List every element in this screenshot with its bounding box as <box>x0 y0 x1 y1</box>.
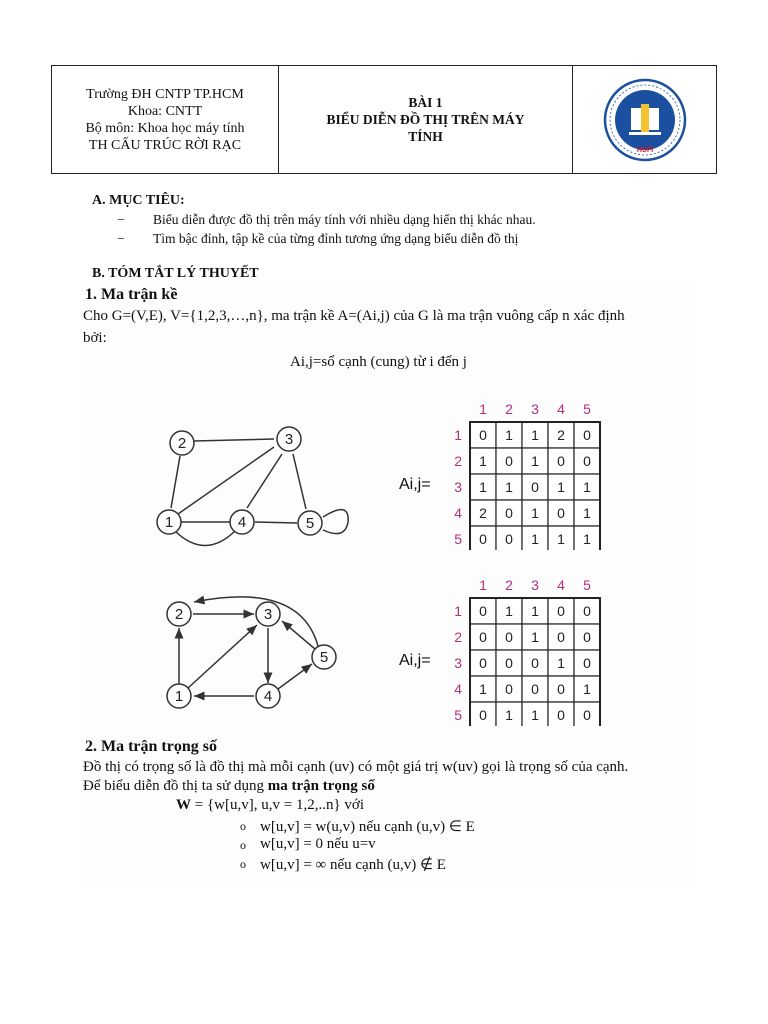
faculty-line: Khoa: CNTT <box>127 103 203 119</box>
matrix-value: 0 <box>479 707 487 723</box>
lesson-number: BÀI 1 <box>408 95 443 110</box>
matrix-value: 0 <box>557 603 565 619</box>
objective-text: Biểu diễn được đồ thị trên máy tính với nhiều dạng hiển thị khác nhau. <box>153 212 536 227</box>
matrix-value: 0 <box>479 603 487 619</box>
arc-4-5 <box>278 664 312 689</box>
matrix-value: 0 <box>479 655 487 671</box>
row-header: 1 <box>454 427 462 443</box>
weight-rule-text: w[u,v] = ∞ nếu cạnh (u,v) ∉ E <box>260 857 446 873</box>
matrix-value: 0 <box>583 629 591 645</box>
matrix-value: 1 <box>531 531 539 547</box>
vertex-label: 3 <box>284 431 294 448</box>
section-b-title: B. TÓM TẮT LÝ THUYẾT <box>92 266 259 281</box>
column-header: 3 <box>531 577 539 593</box>
section-a-title: A. MỤC TIÊU: <box>92 193 185 208</box>
matrix-value: 1 <box>583 531 591 547</box>
matrix-value: 1 <box>557 531 565 547</box>
directed-adjacency-matrix <box>440 574 620 726</box>
matrix-label-directed: Ai,j= <box>399 652 431 669</box>
header-institution <box>52 66 279 173</box>
edge-3-1 <box>178 447 274 514</box>
svg-text:HUFI: HUFI <box>636 146 653 154</box>
matrix-value: 1 <box>531 427 539 443</box>
loop-5 <box>323 510 348 534</box>
matrix-value: 0 <box>557 707 565 723</box>
row-header: 1 <box>454 603 462 619</box>
matrix-value: 1 <box>557 655 565 671</box>
matrix-value: 0 <box>505 629 513 645</box>
matrix-value: 1 <box>583 681 591 697</box>
header-logo-cell <box>573 66 716 173</box>
matrix-value: 0 <box>505 505 513 521</box>
column-header: 2 <box>505 401 513 417</box>
matrix-value: 0 <box>583 707 591 723</box>
weight-rule: o w[u,v] = w(u,v) nếu cạnh (u,v) ∈ E <box>240 819 475 835</box>
objective-item: − Biểu diễn được đồ thị trên máy tính với nhiều dạng hiển thị khác nhau. <box>117 212 536 227</box>
arc-5-3 <box>282 621 315 649</box>
vertex-label: 2 <box>177 435 187 452</box>
matrix-value: 1 <box>505 479 513 495</box>
matrix-value: 0 <box>531 479 539 495</box>
institution-line: Trường ĐH CNTP TP.HCM <box>86 86 244 102</box>
directed-graph <box>150 586 350 716</box>
adjacency-heading: 1. Ma trận kề <box>85 286 178 303</box>
column-header: 5 <box>583 577 591 593</box>
hufi-logo <box>603 78 687 162</box>
objective-text: Tìm bậc đỉnh, tập kề của từng đỉnh tương ứng dạng biểu diễn đồ thị <box>153 231 519 246</box>
matrix-value: 0 <box>557 453 565 469</box>
vertex-label: 5 <box>319 649 329 666</box>
row-header: 5 <box>454 531 462 547</box>
column-header: 1 <box>479 401 487 417</box>
adjacency-formula: Ai,j=số cạnh (cung) từ i đến j <box>290 354 467 370</box>
header-title <box>279 66 573 173</box>
matrix-value: 0 <box>557 629 565 645</box>
matrix-value: 0 <box>583 427 591 443</box>
department-line: Bộ môn: Khoa học máy tính <box>85 120 245 136</box>
undirected-adjacency-matrix <box>440 398 620 550</box>
column-header: 1 <box>479 577 487 593</box>
matrix-value: 0 <box>505 681 513 697</box>
weight-rule: o w[u,v] = ∞ nếu cạnh (u,v) ∉ E <box>240 857 446 873</box>
matrix-value: 0 <box>505 655 513 671</box>
edge-2-3 <box>194 439 274 441</box>
column-header: 3 <box>531 401 539 417</box>
weighted-heading: 2. Ma trận trọng số <box>85 738 217 755</box>
vertex-label: 2 <box>174 606 184 623</box>
vertex-label: 1 <box>164 514 174 531</box>
lesson-title: BIỂU DIỄN ĐỒ THỊ TRÊN MÁY TÍNH <box>326 112 525 144</box>
weight-rule: o w[u,v] = 0 nếu u=v <box>240 836 376 852</box>
weighted-definition: Đồ thị có trọng số là đồ thị mà mỗi cạnh (uv) có một giá trị w(uv) gọi là trọng số của cạnh. <box>83 759 629 775</box>
matrix-value: 1 <box>479 479 487 495</box>
matrix-value: 1 <box>583 505 591 521</box>
matrix-value: 0 <box>531 655 539 671</box>
matrix-value: 1 <box>505 427 513 443</box>
weighted-formula: W = {w[u,v], u,v = 1,2,..n} với <box>176 797 364 813</box>
weighted-usage: Để biểu diễn đồ thị ta sử dụng ma trận trọng số <box>83 778 375 794</box>
adjacency-intro: Cho G=(V,E), V={1,2,3,…,n}, ma trận kề A=(Ai,j) của G là ma trận vuông cấp n xác định <box>83 308 625 324</box>
matrix-label-undirected: Ai,j= <box>399 476 431 493</box>
row-header: 4 <box>454 505 462 521</box>
matrix-value: 0 <box>505 531 513 547</box>
edge-1-4-b <box>175 531 235 546</box>
row-header: 5 <box>454 707 462 723</box>
undirected-graph <box>140 420 360 560</box>
row-header: 2 <box>454 629 462 645</box>
weight-rule-text: w[u,v] = w(u,v) nếu cạnh (u,v) ∈ E <box>260 819 475 835</box>
matrix-value: 0 <box>505 453 513 469</box>
matrix-value: 1 <box>531 505 539 521</box>
vertex-label: 5 <box>305 515 315 532</box>
matrix-value: 1 <box>557 479 565 495</box>
edge-3-5 <box>293 454 306 509</box>
matrix-value: 1 <box>505 603 513 619</box>
column-header: 4 <box>557 401 565 417</box>
column-header: 5 <box>583 401 591 417</box>
course-line: TH CẤU TRÚC RỜI RẠC <box>88 137 242 153</box>
row-header: 4 <box>454 681 462 697</box>
matrix-value: 1 <box>505 707 513 723</box>
header-table <box>51 65 717 174</box>
matrix-value: 0 <box>583 453 591 469</box>
matrix-value: 1 <box>531 453 539 469</box>
adjacency-intro-cont: bởi: <box>83 330 107 346</box>
matrix-value: 1 <box>479 453 487 469</box>
row-header: 2 <box>454 453 462 469</box>
matrix-value: 1 <box>531 707 539 723</box>
vertex-label: 4 <box>237 514 247 531</box>
edge-4-5 <box>255 522 297 523</box>
weight-rule-text: w[u,v] = 0 nếu u=v <box>260 836 376 852</box>
matrix-value: 0 <box>583 603 591 619</box>
matrix-value: 1 <box>531 603 539 619</box>
vertex-label: 1 <box>174 688 184 705</box>
column-header: 2 <box>505 577 513 593</box>
matrix-value: 1 <box>531 629 539 645</box>
vertex-label: 3 <box>263 606 273 623</box>
matrix-value: 0 <box>479 629 487 645</box>
matrix-value: 2 <box>479 505 487 521</box>
matrix-value: 0 <box>479 531 487 547</box>
vertex-label: 4 <box>263 688 273 705</box>
matrix-value: 2 <box>557 427 565 443</box>
matrix-value: 0 <box>583 655 591 671</box>
matrix-value: 1 <box>583 479 591 495</box>
row-header: 3 <box>454 655 462 671</box>
matrix-value: 1 <box>479 681 487 697</box>
arc-1-3 <box>188 625 257 688</box>
row-header: 3 <box>454 479 462 495</box>
arc-5-2 <box>194 597 318 646</box>
objective-item: − Tìm bậc đỉnh, tập kề của từng đỉnh tương ứng dạng biểu diễn đồ thị <box>117 231 519 246</box>
matrix-value: 0 <box>531 681 539 697</box>
matrix-value: 0 <box>479 427 487 443</box>
matrix-value: 0 <box>557 505 565 521</box>
matrix-value: 0 <box>557 681 565 697</box>
weighted-term: ma trận trọng số <box>267 778 375 794</box>
edge-2-1 <box>171 456 180 508</box>
column-header: 4 <box>557 577 565 593</box>
